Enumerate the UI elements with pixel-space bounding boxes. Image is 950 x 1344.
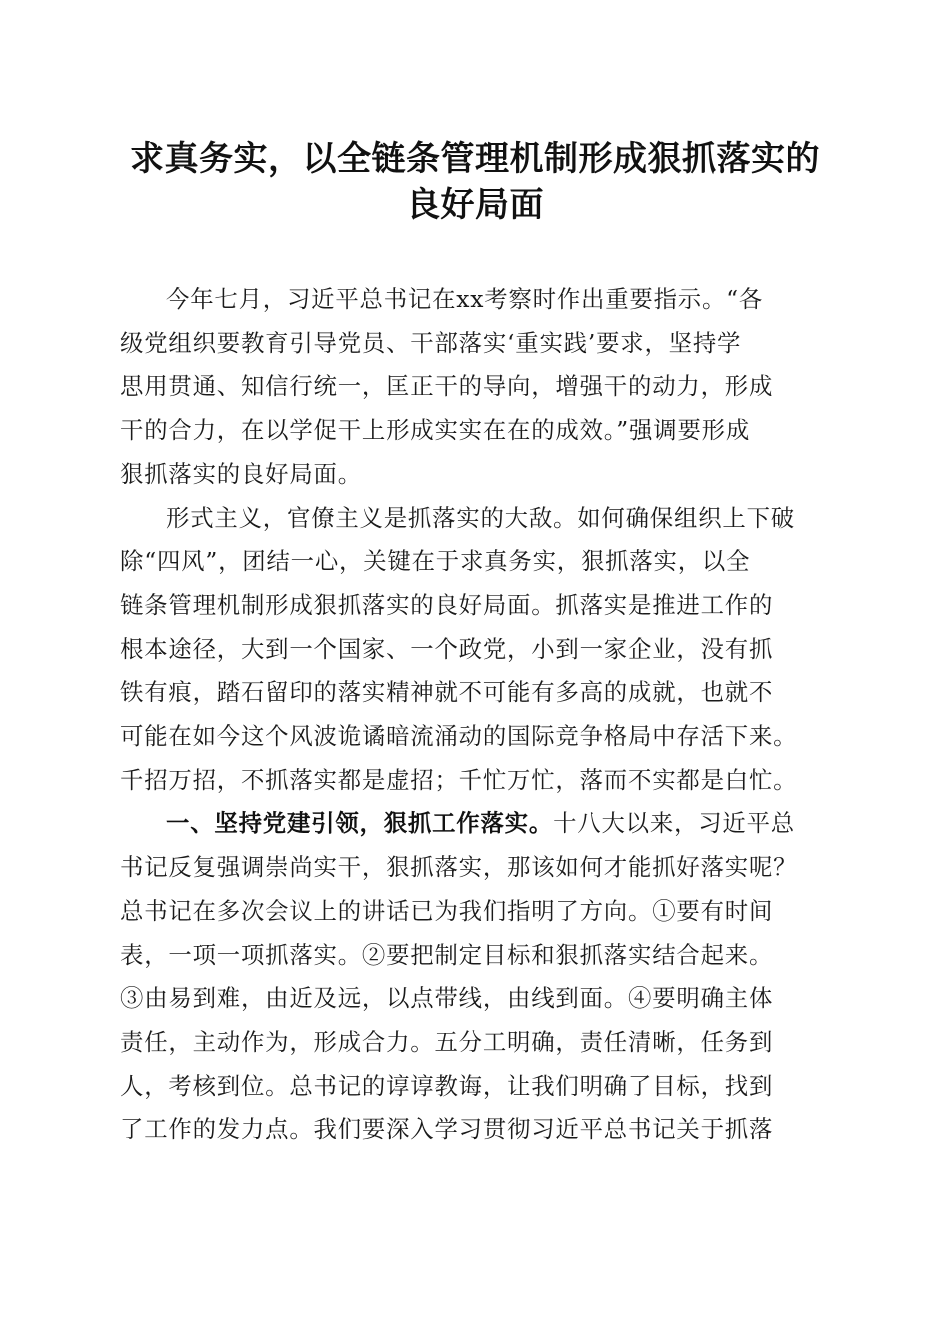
paragraph-line: 可能在如今这个风波诡谲暗流涌动的国际竞争格局中存活下来。 [120, 722, 798, 751]
paragraph-line: 狠抓落实的良好局面。 [120, 459, 362, 488]
paragraph-line: 责任，主动作为，形成合力。五分工明确，责任清晰，任务到 [120, 1027, 774, 1056]
section-heading: 一、坚持党建引领，狠抓工作落实。 [166, 809, 554, 838]
document-body [120, 278, 826, 1152]
paragraph-line: 人，考核到位。总书记的谆谆教诲，让我们明确了目标，找到 [120, 1071, 774, 1100]
paragraph-line: 链条管理机制形成狠抓落实的良好局面。抓落实是推进工作的 [120, 590, 774, 619]
paragraph-line: 形式主义，官僚主义是抓落实的大敌。如何确保组织上下破 [166, 503, 795, 532]
paragraph-line: 除“四风”，团结一心，关键在于求真务实，狠抓落实，以全 [120, 547, 751, 576]
paragraph-line: 表，一项一项抓落实。②要把制定目标和狠抓落实结合起来。 [120, 940, 774, 969]
paragraph-formalism [120, 497, 826, 803]
paragraph-line: 今年七月，习近平总书记在xx考察时作出重要指示。“各 [166, 285, 764, 313]
paragraph-line: 干的合力，在以学促干上形成实实在在的成效。”强调要形成 [120, 416, 751, 445]
title-line: 良好局面 [406, 185, 544, 225]
paragraph-line: 了工作的发力点。我们要深入学习贯彻习近平总书记关于抓落 [120, 1115, 774, 1144]
paragraph-line: 千招万招，不抓落实都是虚招；千忙万忙，落而不实都是白忙。 [120, 765, 798, 794]
paragraph-line: 级党组织要教育引导党员、干部落实‘重实践’要求，坚持学 [120, 328, 742, 357]
paragraph-line [120, 802, 826, 846]
paragraph-line: 思用贯通、知信行统一，匡正干的导向，增强干的动力，形成 [120, 372, 774, 401]
paragraph-section-one [120, 802, 826, 1152]
heading-continuation: 十八大以来，习近平总 [553, 809, 795, 838]
paragraph-line: 总书记在多次会议上的讲话已为我们指明了方向。①要有时间 [120, 896, 774, 925]
paragraph-line: ③由易到难，由近及远，以点带线，由线到面。④要明确主体 [120, 984, 774, 1013]
paragraph-line: 根本途径，大到一个国家、一个政党，小到一家企业，没有抓 [120, 634, 774, 663]
paragraph-line: 铁有痕，踏石留印的落实精神就不可能有多高的成就，也就不 [120, 678, 774, 707]
title-line: 求真务实，以全链条管理机制形成狠抓落实的 [130, 139, 820, 179]
document-title [100, 136, 850, 228]
paragraph-intro [120, 278, 826, 497]
paragraph-line: 书记反复强调崇尚实干，狠抓落实，那该如何才能抓好落实呢？ [120, 853, 798, 882]
